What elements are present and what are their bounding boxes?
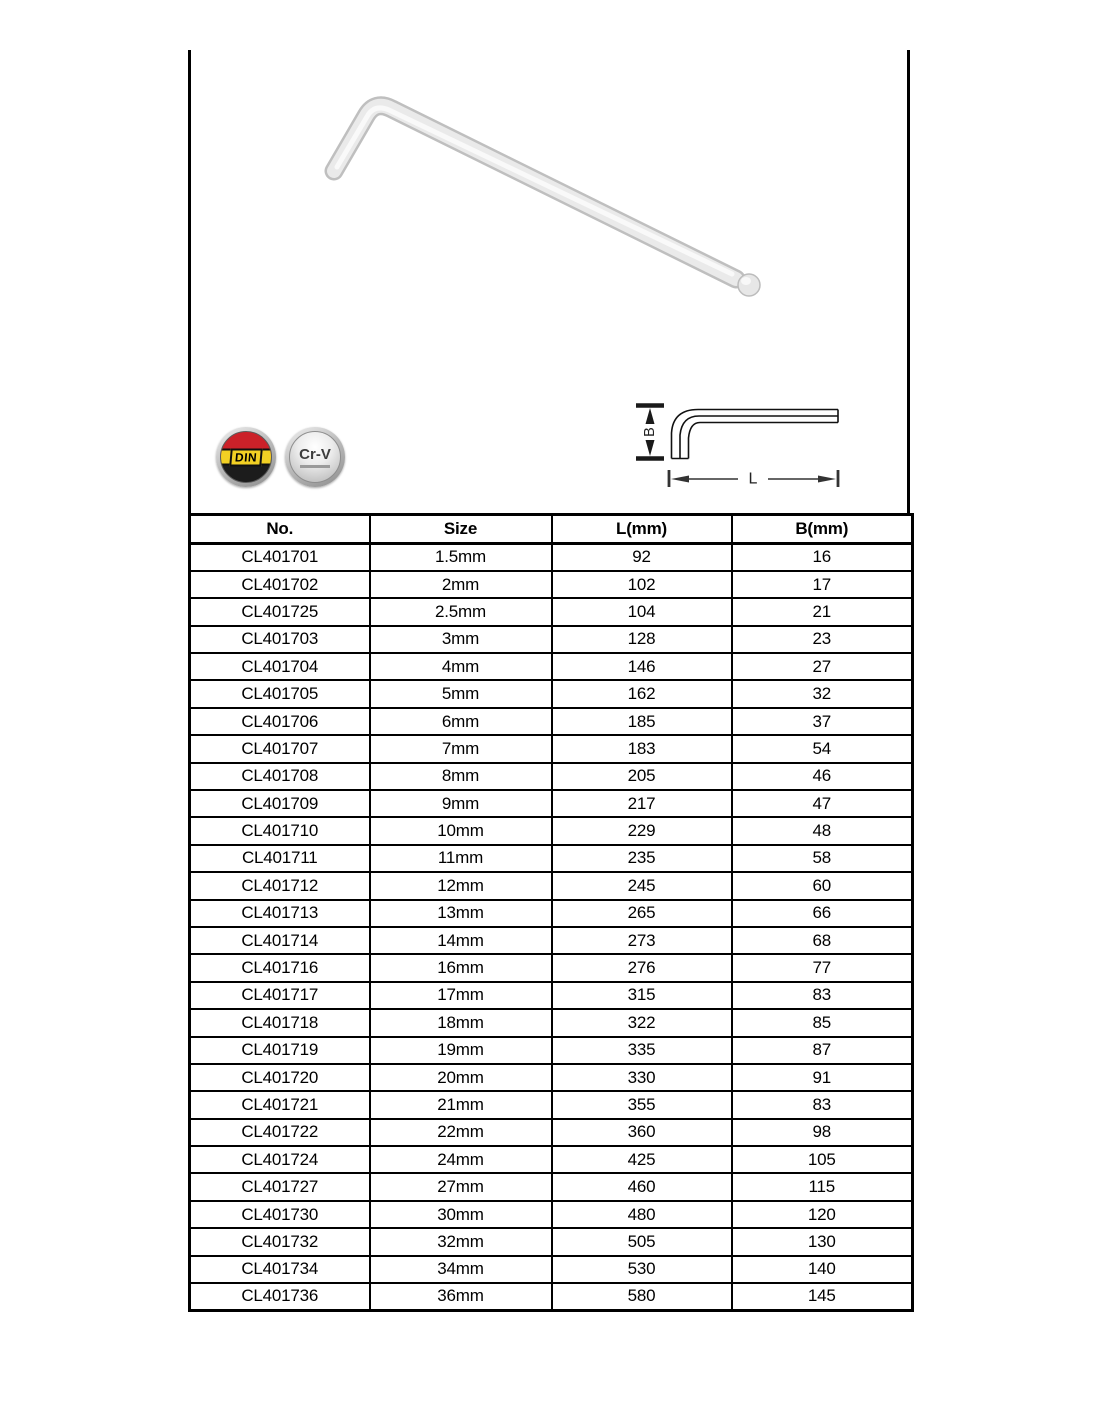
table-cell: CL401707 [190,735,370,762]
table-cell: 115 [732,1173,913,1200]
table-cell: 235 [552,845,732,872]
table-cell: 30mm [370,1201,552,1228]
hex-key-outline-drawing [672,410,839,459]
col-header-l: L(mm) [552,515,732,544]
table-cell: 425 [552,1146,732,1173]
table-cell: 91 [732,1064,913,1091]
table-row [190,1173,913,1200]
table-cell: 217 [552,790,732,817]
table-cell: 66 [732,900,913,927]
table-cell: 360 [552,1119,732,1146]
table-cell: 105 [732,1146,913,1173]
table-cell: 130 [732,1228,913,1255]
table-row [190,1256,913,1283]
table-row [190,544,913,571]
table-cell: CL401736 [190,1283,370,1310]
col-header-no: No. [190,515,370,544]
table-cell: 4mm [370,653,552,680]
table-cell: 6mm [370,708,552,735]
spec-table-body [190,544,913,1311]
table-cell: CL401719 [190,1037,370,1064]
table-cell: 162 [552,680,732,707]
table-cell: 58 [732,845,913,872]
table-row [190,653,913,680]
table-cell: 87 [732,1037,913,1064]
table-cell: CL401714 [190,927,370,954]
table-cell: 183 [552,735,732,762]
table-cell: 85 [732,1009,913,1036]
table-row [190,954,913,981]
key-outline-inner [689,423,839,459]
table-cell: 24mm [370,1146,552,1173]
crv-badge [285,427,345,487]
table-cell: 60 [732,872,913,899]
crv-underline [300,465,330,468]
table-row [190,1283,913,1310]
b-arrow-down-icon [646,440,655,456]
table-cell: 1.5mm [370,544,552,571]
din-label: DIN [229,448,263,466]
table-row [190,1091,913,1118]
hex-key-ball-highlight [741,277,751,285]
spec-table [188,513,914,1312]
table-row [190,1037,913,1064]
table-row [190,817,913,844]
table-cell: 32mm [370,1228,552,1255]
table-cell: 16 [732,544,913,571]
table-row [190,571,913,598]
table-cell: 229 [552,817,732,844]
table-cell: 102 [552,571,732,598]
table-cell: 11mm [370,845,552,872]
table-cell: 460 [552,1173,732,1200]
table-cell: 335 [552,1037,732,1064]
crv-label: Cr-V [299,446,331,464]
table-cell: 480 [552,1201,732,1228]
table-cell: 46 [732,763,913,790]
table-row [190,900,913,927]
din-badge-core [220,431,272,483]
table-cell: 355 [552,1091,732,1118]
table-cell: 3mm [370,626,552,653]
table-cell: 10mm [370,817,552,844]
table-row [190,927,913,954]
table-cell: 5mm [370,680,552,707]
table-cell: CL401712 [190,872,370,899]
table-cell: 276 [552,954,732,981]
table-cell: CL401716 [190,954,370,981]
table-cell: 48 [732,817,913,844]
table-cell: 315 [552,982,732,1009]
hex-key-product-image [300,75,780,305]
table-cell: CL401725 [190,598,370,625]
table-cell: CL401722 [190,1119,370,1146]
table-cell: CL401718 [190,1009,370,1036]
table-row [190,1064,913,1091]
table-cell: 580 [552,1283,732,1310]
table-row [190,1146,913,1173]
din-badge-band [220,449,272,466]
table-cell: 120 [732,1201,913,1228]
table-cell: 27mm [370,1173,552,1200]
dim-l-label: L [748,470,758,488]
table-cell: 23 [732,626,913,653]
table-cell: 32 [732,680,913,707]
table-cell: 530 [552,1256,732,1283]
table-cell: CL401702 [190,571,370,598]
din-badge [216,427,276,487]
table-row [190,872,913,899]
crv-badge-core [289,431,341,483]
certification-badges [216,427,345,487]
l-arrow-right-icon [818,476,836,483]
table-row [190,598,913,625]
table-cell: CL401734 [190,1256,370,1283]
table-cell: 273 [552,927,732,954]
table-cell: 205 [552,763,732,790]
table-row [190,1228,913,1255]
table-cell: 2mm [370,571,552,598]
table-cell: CL401721 [190,1091,370,1118]
table-cell: CL401706 [190,708,370,735]
table-cell: 98 [732,1119,913,1146]
table-cell: CL401708 [190,763,370,790]
table-cell: CL401703 [190,626,370,653]
table-cell: CL401701 [190,544,370,571]
table-cell: 14mm [370,927,552,954]
l-arrow-left-icon [671,476,689,483]
table-cell: CL401710 [190,817,370,844]
table-cell: 8mm [370,763,552,790]
table-cell: 265 [552,900,732,927]
col-header-size: Size [370,515,552,544]
table-cell: 104 [552,598,732,625]
table-cell: 17 [732,571,913,598]
table-cell: 9mm [370,790,552,817]
table-cell: 13mm [370,900,552,927]
table-cell: 83 [732,1091,913,1118]
table-cell: 21mm [370,1091,552,1118]
table-cell: 34mm [370,1256,552,1283]
table-row [190,763,913,790]
table-cell: 146 [552,653,732,680]
table-header-row [190,515,913,544]
table-row [190,1119,913,1146]
table-cell: CL401711 [190,845,370,872]
dim-b-label: B [642,427,658,437]
table-cell: 18mm [370,1009,552,1036]
table-row [190,626,913,653]
table-cell: 17mm [370,982,552,1009]
table-row [190,1201,913,1228]
table-cell: CL401724 [190,1146,370,1173]
table-cell: CL401709 [190,790,370,817]
page-frame-right-rule [907,50,910,515]
table-cell: 330 [552,1064,732,1091]
table-cell: 245 [552,872,732,899]
table-cell: 2.5mm [370,598,552,625]
table-cell: 92 [552,544,732,571]
page-frame-left-rule [188,50,191,515]
table-cell: CL401730 [190,1201,370,1228]
table-cell: CL401727 [190,1173,370,1200]
table-cell: CL401717 [190,982,370,1009]
table-cell: 20mm [370,1064,552,1091]
table-cell: 21 [732,598,913,625]
table-row [190,790,913,817]
table-cell: CL401713 [190,900,370,927]
table-cell: CL401732 [190,1228,370,1255]
table-cell: 47 [732,790,913,817]
table-cell: 128 [552,626,732,653]
table-cell: 16mm [370,954,552,981]
table-cell: 505 [552,1228,732,1255]
table-cell: 322 [552,1009,732,1036]
table-cell: 83 [732,982,913,1009]
table-cell: 77 [732,954,913,981]
table-cell: 7mm [370,735,552,762]
table-cell: 27 [732,653,913,680]
table-cell: 140 [732,1256,913,1283]
table-cell: 12mm [370,872,552,899]
table-row [190,1009,913,1036]
table-cell: 68 [732,927,913,954]
table-row [190,680,913,707]
table-row [190,735,913,762]
table-cell: 185 [552,708,732,735]
table-cell: CL401705 [190,680,370,707]
table-cell: 145 [732,1283,913,1310]
table-cell: 36mm [370,1283,552,1310]
b-arrow-up-icon [646,408,655,424]
table-row [190,845,913,872]
table-row [190,708,913,735]
hex-key-ball-end [738,274,760,296]
table-cell: 37 [732,708,913,735]
table-cell: CL401720 [190,1064,370,1091]
table-row [190,982,913,1009]
table-cell: CL401704 [190,653,370,680]
col-header-b: B(mm) [732,515,913,544]
table-cell: 54 [732,735,913,762]
table-cell: 19mm [370,1037,552,1064]
dimension-diagram [608,392,873,494]
table-cell: 22mm [370,1119,552,1146]
hex-key-shaft-body [334,106,736,279]
